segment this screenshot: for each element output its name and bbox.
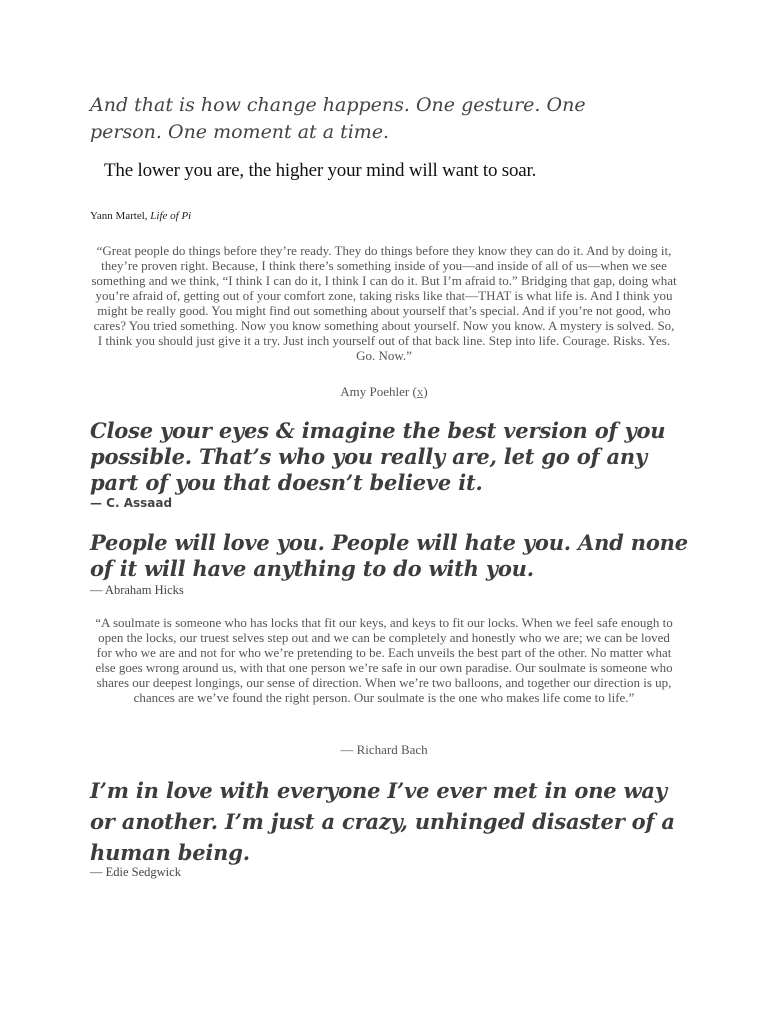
quote-image-life-of-pi: The lower you are, the higher your mind will want to soar.: [104, 160, 537, 181]
attribution-c-assaad: — C. Assaad: [90, 496, 173, 510]
quote-amy-poehler: “Great people do things before they’re ready. They do things before they know they can do it. And by doing it, they’re proven right. Because, I think there’s something inside of you—and inside of all of us—when we see something and we think, “I think I can do it, I think I can do it. But I’m afraid to.” Bridging that gap, doing what you’re afraid of, getting out of your comfort zone, taking risks like that—THAT is what life is. And I think you might be really good. You might find out something about yourself that’s special. And if you’re not good, who cares? You tried something. Now you know something about yourself. Now you know. A mystery is solved. So, I think you should just give it a try. Just inch yourself out of that back line. Step into life. Courage. Risks. Yes. Go. Now.”: [91, 243, 677, 363]
attribution-author: Yann Martel,: [90, 210, 148, 222]
attribution-paren: ): [423, 384, 428, 399]
quote-richard-bach: “A soulmate is someone who has locks that fit our keys, and keys to fit our locks. When we feel safe enough to open the locks, our truest selves step out and we can be completely and honestly who we are; we can be loved for who we are and not for who we’re pretending to be. Each unveils the best part of the other. No matter what else goes wrong around us, with that one person we’re safe in our own paradise. Our soulmate is someone who shares our deepest longings, our sense of direction. When we’re two balloons, and together our direction is up, chances are we’ve found the right person. Our soulmate is the one who makes life come to life.”: [95, 615, 673, 705]
attribution-yann-martel: [90, 210, 191, 222]
quote-abraham-hicks: People will love you. People will hate you. And none of it will have anything to do with you.: [90, 530, 688, 581]
source-link[interactable]: x: [416, 384, 424, 399]
attribution-richard-bach: — Richard Bach: [340, 742, 428, 757]
quote-c-assaad: Close your eyes & imagine the best version of you possible. That’s who you really are, let go of any part of you that doesn’t believe it.: [90, 418, 666, 495]
attribution-edie-sedgwick: — Edie Sedgwick: [90, 865, 181, 879]
attribution-amy-poehler: [90, 384, 678, 400]
attribution-name: Amy Poehler (: [340, 384, 417, 399]
attribution-book-title: Life of Pi: [150, 210, 192, 222]
quote-edie-sedgwick: I’m in love with everyone I’ve ever met in one way or another. I’m just a crazy, unhinged disaster of a human being.: [90, 778, 675, 865]
quote-change-happens: And that is how change happens. One gesture. One person. One moment at a time.: [90, 94, 586, 143]
attribution-abraham-hicks: — Abraham Hicks: [90, 583, 184, 597]
